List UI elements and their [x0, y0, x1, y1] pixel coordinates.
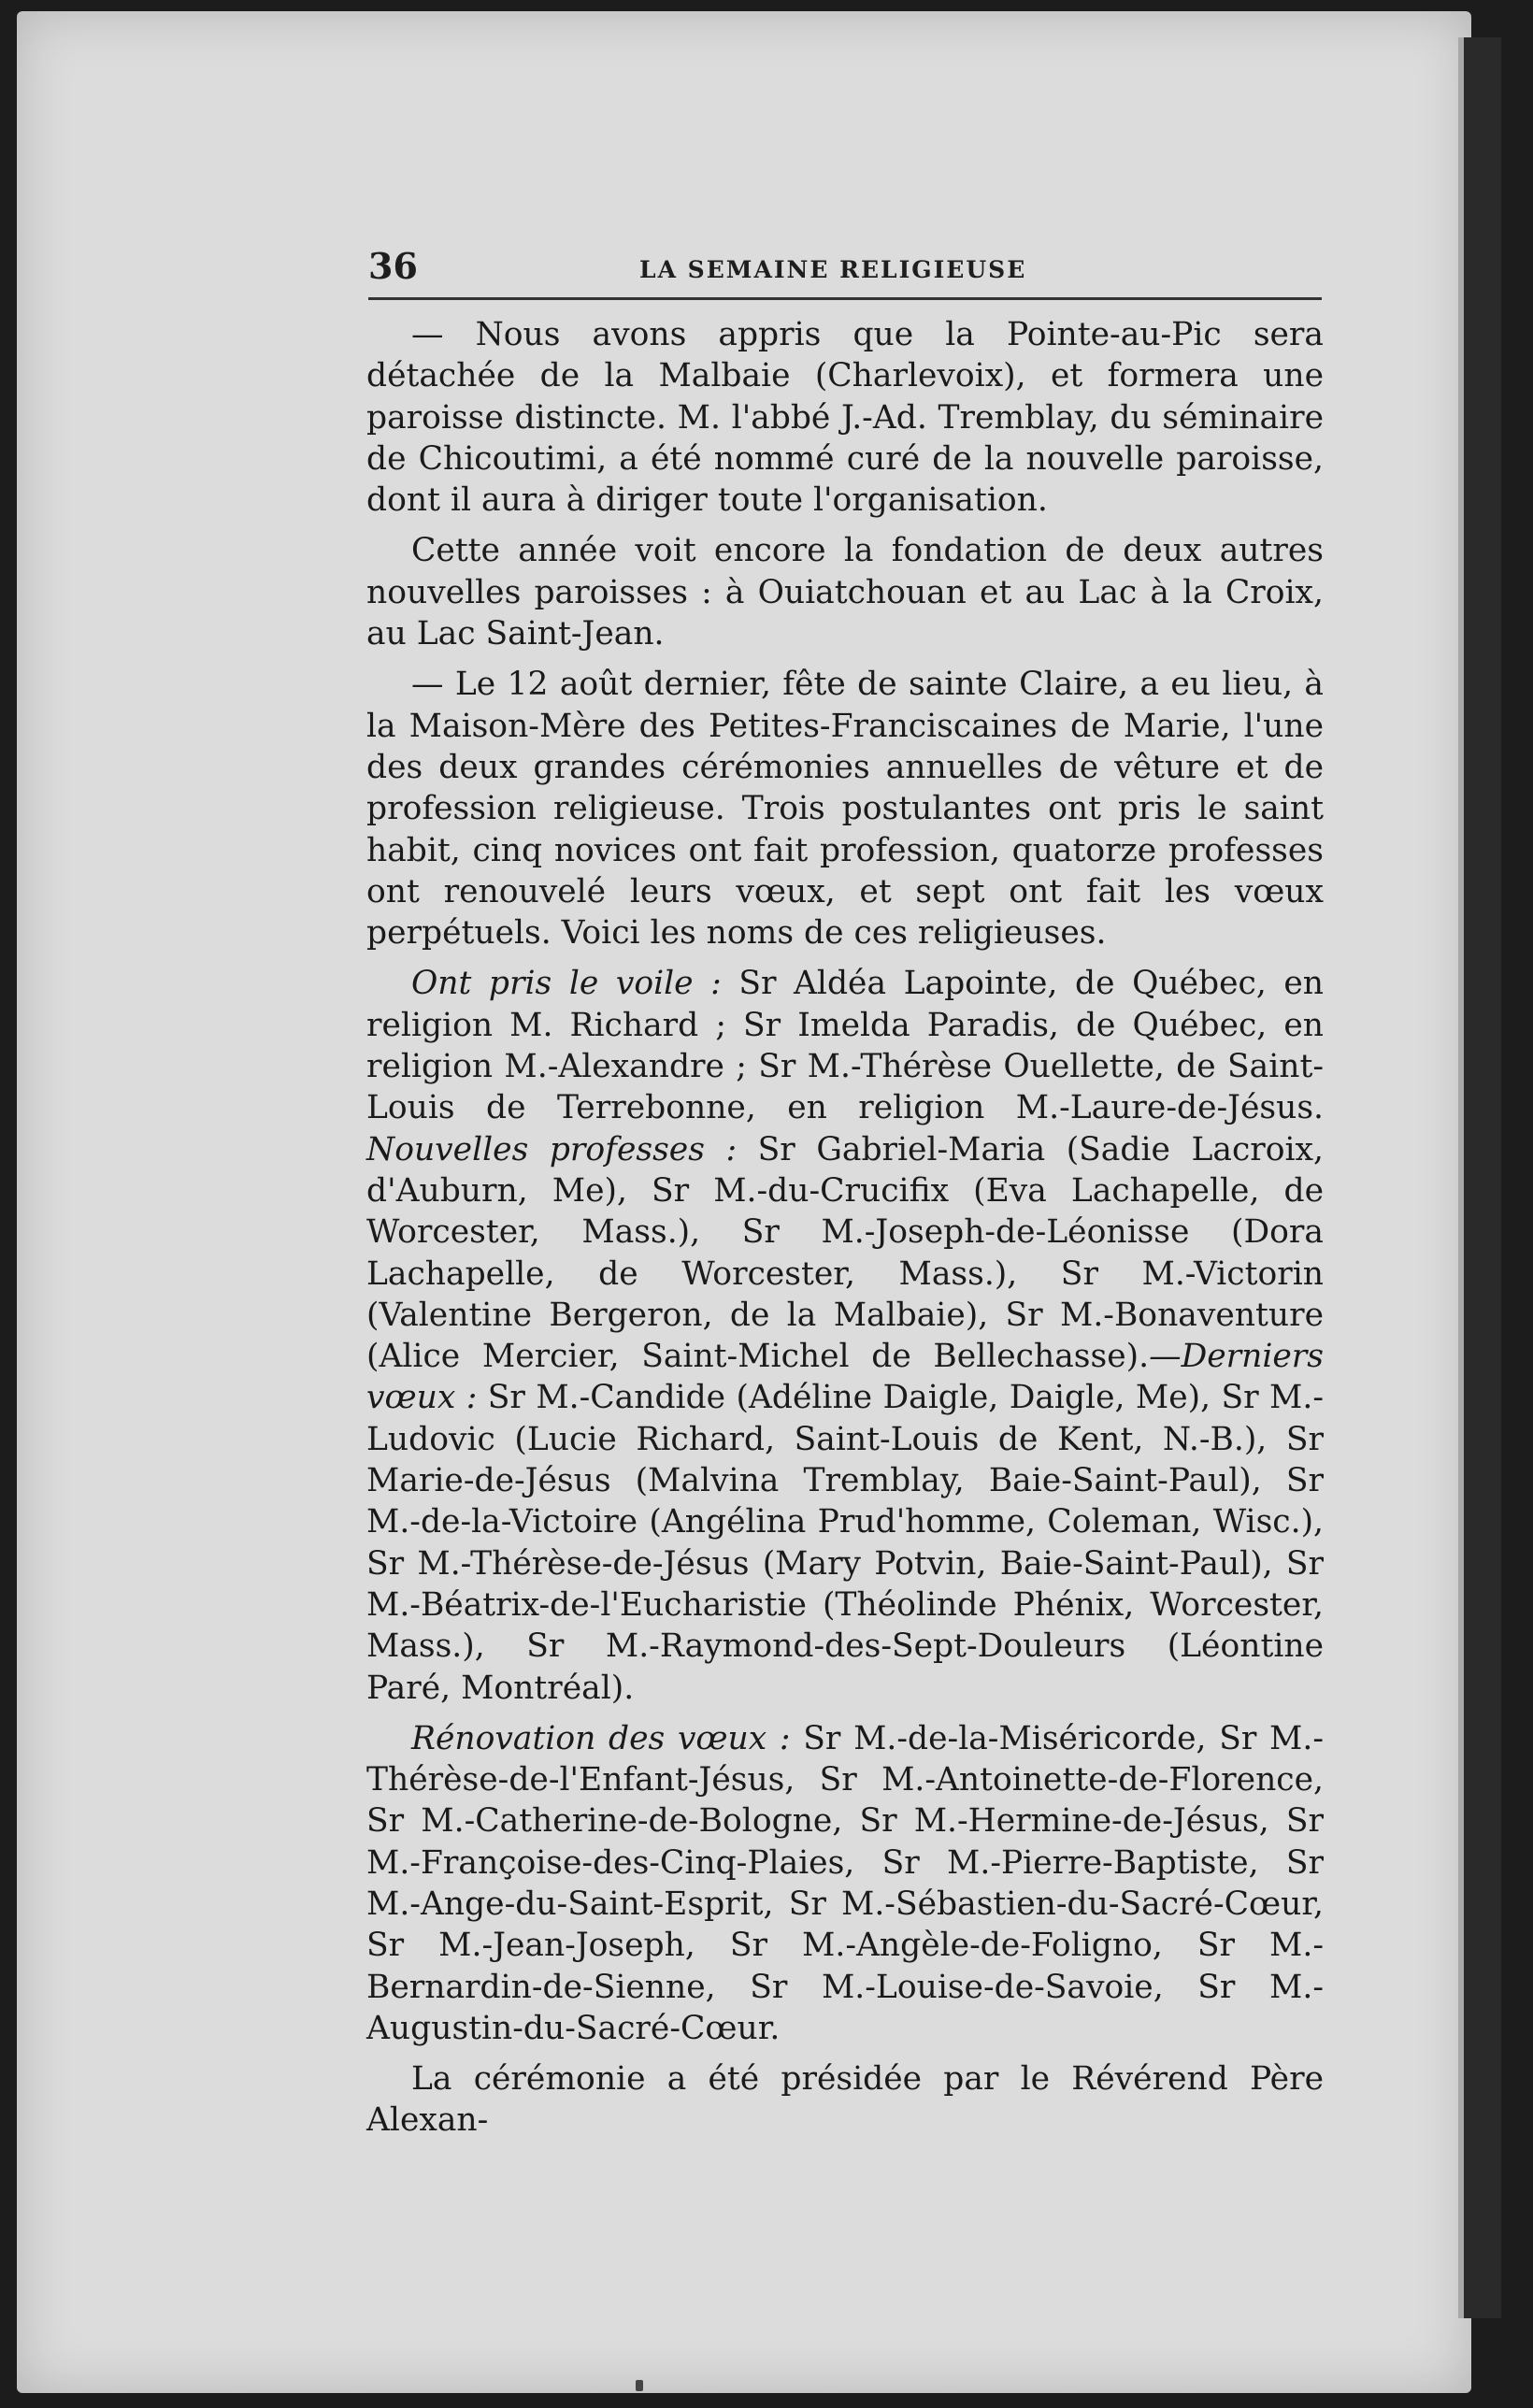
professes-label: Nouvelles professes : [366, 1130, 738, 1168]
paragraph: — Le 12 août dernier, fête de sainte Claire, a eu lieu, à la Maison-Mère des Petites-Franciscaines de Marie, l'une des deux grandes cérémonies annuelles de vêture et de profession religieuse. Trois postulantes ont pris le saint habit, cinq novices ont fait profession, quatorze professes ont renouvelé leurs vœux, et sept ont fait les vœux perpétuels. Voici les noms de ces religieuses. [366, 666, 1324, 953]
renewal-label: Rénovation des vœux : [411, 1719, 791, 1757]
body-text [366, 314, 1324, 2151]
closing-paragraph: La cérémonie a été présidée par le Révérend Père Alexan- [366, 2060, 1324, 2140]
veil-paragraph [366, 963, 1324, 1708]
paragraph: Cette année voit encore la fondation de deux autres nouvelles paroisses : à Ouiatchouan et au Lac à la Croix, au Lac Saint-Jean. [366, 532, 1324, 653]
professes-text: Sr Gabriel-Maria (Sadie Lacroix, d'Auburn, Me), Sr M.-du-Crucifix (Eva Lachapelle, de Worcester, Mass.), Sr M.-Joseph-de-Léonisse (Dora Lachapelle, de Worcester, Mass.), Sr M.-Victorin (Valentine Bergeron, de la Malbaie), Sr M.-Bonaventure (Alice Mercier, Saint-Michel de Bellechasse). [366, 1130, 1324, 1376]
veil-label: Ont pris le voile : [411, 965, 722, 1003]
renewal-paragraph [366, 1718, 1324, 2049]
page-number: 36 [368, 245, 418, 287]
renewal-text: Sr M.-de-la-Miséricorde, Sr M.-Thérèse-de-l'Enfant-Jésus, Sr M.-Antoinette-de-Florence, Sr M.-Catherine-de-Bologne, Sr M.-Hermine-de-Jésus, Sr M.-Françoise-des-Cinq-Plaies, Sr M.-Pierre-Baptiste, Sr M.-Ange-du-Saint-Esprit, Sr M.-Sébastien-du-Sacré-Cœur, Sr M.-Jean-Joseph, Sr M.-Angèle-de-Foligno, Sr M.-Bernardin-de-Sienne, Sr M.-Louise-de-Savoie, Sr M.-Augustin-du-Sacré-Cœur. [366, 1719, 1325, 2047]
running-title: LA SEMAINE RELIGIEUSE [639, 256, 1027, 283]
paragraph: — Nous avons appris que la Pointe-au-Pic sera détachée de la Malbaie (Charlevoix), et formera une paroisse distincte. M. l'abbé J.-Ad. Tremblay, du séminaire de Chicoutimi, a été nommé curé de la nouvelle paroisse, dont il aura à diriger toute l'organisation. [366, 316, 1324, 520]
page-edge [1458, 37, 1501, 2318]
vows-label: —Derniers vœux : [366, 1338, 1324, 1417]
book-page [17, 11, 1471, 2393]
veil-text: Sr Aldéa Lapointe, de Québec, en religion M. Richard ; Sr Imelda Paradis, de Québec, en religion M.-Alexandre ; Sr M.-Thérèse Ouellette, de Saint-Louis de Terrebonne, en religion M.-Laure-de-Jésus. [366, 965, 1324, 1127]
vows-text: Sr M.-Candide (Adéline Daigle, Daigle, Me), Sr M.-Ludovic (Lucie Richard, Saint-Louis de Kent, N.-B.), Sr Marie-de-Jésus (Malvina Tremblay, Baie-Saint-Paul), Sr M.-de-la-Victoire (Angélina Prud'homme, Coleman, Wisc.), Sr M.-Thérèse-de-Jésus (Mary Potvin, Baie-Saint-Paul), Sr M.-Béatrix-de-l'Eucharistie (Théolinde Phénix, Worcester, Mass.), Sr M.-Raymond-des-Sept-Douleurs (Léontine Paré, Montréal). [366, 1379, 1324, 1707]
scan-mark [636, 2380, 643, 2391]
page-header [368, 245, 1322, 300]
